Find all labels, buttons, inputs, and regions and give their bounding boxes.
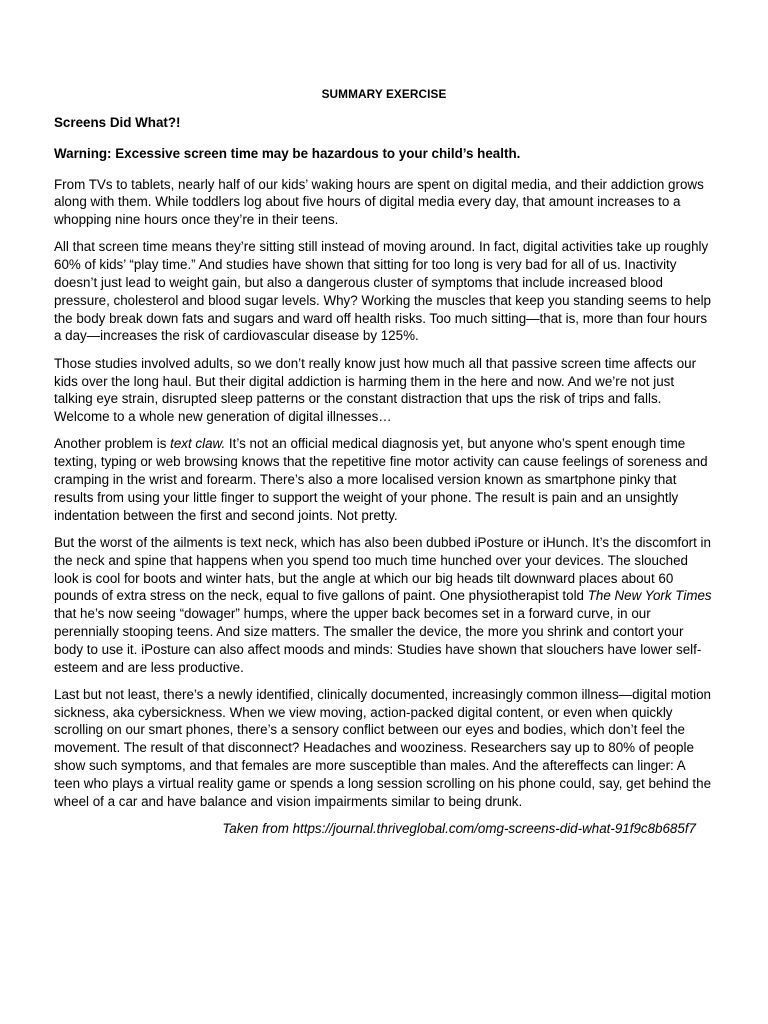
- document-page: [54, 86, 714, 838]
- term-text-claw: text claw.: [170, 436, 226, 452]
- paragraph-4-intro: Another problem is: [54, 436, 171, 452]
- publication-name: The New York Times: [587, 588, 712, 604]
- paragraph-5: [54, 534, 714, 676]
- paragraph-5-body: that he’s now seeing “dowager” humps, where the upper back becomes set in a forward curve, in our perennially stooping teens. And size matters. The smaller the device, the more you shrink and contort your body to use it. iPosture can also affect moods and minds: Studies have shown that slouchers have lower self-esteem and are less productive.: [54, 606, 702, 675]
- exercise-label: SUMMARY EXERCISE: [321, 87, 447, 101]
- paragraph-5-intro: But the worst of the ailments is text neck, which has also been dubbed iPosture or iHunch. It’s the discomfort in the neck and spine that happens when you spend too much time hunched over your devices. The slouched look is cool for boots and winter hats, but the angle at which our big heads tilt downward places about 60 pounds of extra stress on the neck, equal to five gallons of paint. One physiotherapist told: [54, 534, 711, 604]
- paragraph-4-body: It’s not an official medical diagnosis yet, but anyone who’s spent enough time texting, typing or web browsing knows that the repetitive fine motor activity can cause feelings of soreness and cramping in the wrist and forearm. There’s also a more localised version known as smartphone pinky that results from using your little finger to support the weight of your phone. The result is pain and an unsightly indentation between the first and second joints. Not pretty.: [54, 436, 708, 523]
- paragraph-4: [54, 435, 714, 524]
- paragraph-1: From TVs to tablets, nearly half of our kids’ waking hours are spent on digital media, and their addiction grows along with them. While toddlers log about five hours of digital media every day, that amount increases to a whopping nine hours once they’re in their teens.: [54, 176, 704, 228]
- paragraph-2: All that screen time means they’re sitting still instead of moving around. In fact, digital activities take up roughly 60% of kids’ “play time.” And studies have shown that sitting for too long is very bad for all of us. Inactivity doesn’t just lead to weight gain, but also a dangerous cluster of symptoms that include increased blood pressure, cholesterol and blood sugar levels. Why? Working the muscles that keep you standing seems to help the body break down fats and sugars and ward off health risks. Too much sitting—that is, more than four hours a day—increases the risk of cardiovascular disease by 125%.: [54, 239, 711, 344]
- warning-heading: Warning: Excessive screen time may be hazardous to your child’s health.: [54, 145, 521, 161]
- article-title: Screens Did What?!: [54, 115, 181, 130]
- paragraph-3: Those studies involved adults, so we don’t really know just how much all that passive screen time affects our kids over the long haul. But their digital addiction is harming them in the here and now. And we’re not just talking eye strain, disrupted sleep patterns or the constant distraction that ups the risk of trips and falls. Welcome to a whole new generation of digital illnesses…: [54, 355, 697, 425]
- source-citation: Taken from https://journal.thriveglobal.com/omg-screens-did-what-91f9c8b685f7: [222, 821, 696, 837]
- paragraph-6: Last but not least, there’s a newly identified, clinically documented, increasingly common illness—digital motion sickness, aka cybersickness. When we view moving, action-packed digital content, or even when quickly scrolling on our smart phones, there’s a sensory conflict between our eyes and bodies, which don’t feel the movement. The result of that disconnect? Headaches and wooziness. Researchers say up to 80% of people show such symptoms, and that females are more susceptible than males. And the aftereffects can linger: A teen who plays a virtual reality game or spends a long session scrolling on his phone could, say, get behind the wheel of a car and have balance and vision impairments similar to being drunk.: [54, 686, 712, 809]
